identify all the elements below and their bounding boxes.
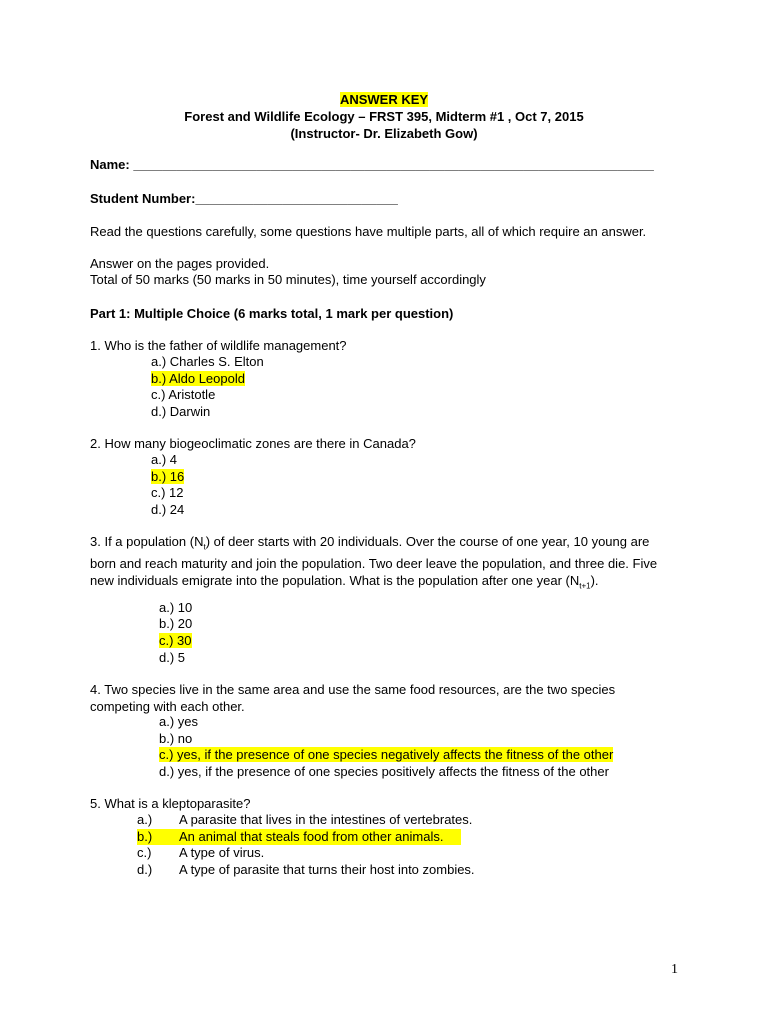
q5-option-d-label: d.) [137, 862, 153, 877]
q5-option-d-text: A type of parasite that turns their host into zombies. [179, 862, 475, 877]
q5-question: 5. What is a kleptoparasite? [90, 796, 251, 811]
course-line: Forest and Wildlife Ecology – FRST 395, Midterm #1 , Oct 7, 2015 [184, 109, 584, 124]
part1-title: Part 1: Multiple Choice (6 marks total, 1 mark per question) [90, 306, 454, 321]
q3-option-a: a.) 10 [159, 600, 193, 615]
q2-option-d: d.) 24 [151, 502, 185, 517]
q5-option-a-text: A parasite that lives in the intestines of vertebrates. [179, 812, 473, 827]
q5-option-b-text: An animal that steals food from other animals. [179, 829, 444, 844]
q4-option-a: a.) yes [159, 714, 199, 729]
q2-option-b: b.) 16 [151, 469, 185, 484]
q1-option-d: d.) Darwin [151, 404, 211, 419]
q3-question: 3. If a population $(N_t)$ of deer starts with 20 individuals. Over the course of one year, 10 young are born and reach maturity and join the population. Two deer leave the population, and three die. Five new individuals emigrate into the population. What is the population after one year $(N_{t+1})$. [90, 534, 658, 591]
q2-option-c: c.) 12 [151, 485, 184, 500]
instructions-line-2: Answer on the pages provided. [90, 256, 270, 271]
q1-question: 1. Who is the father of wildlife management? [90, 338, 347, 353]
q1-option-b: b.) Aldo Leopold [151, 371, 245, 386]
name-field-label: Name: ________________________________________________________________________ [90, 157, 654, 172]
q4-option-d: d.) yes, if the presence of one species positively affects the fitness of the other [159, 764, 609, 779]
student-number-label: Student Number:____________________________ [90, 191, 398, 206]
q1-option-c: c.) Aristotle [151, 387, 216, 402]
page-number: 1 [671, 962, 678, 977]
instructor-line: (Instructor- Dr. Elizabeth Gow) [290, 126, 478, 141]
q4-option-b: b.) no [159, 731, 193, 746]
q5-option-a-label: a.) [137, 812, 153, 827]
q5-option-b-label: b.) [137, 829, 153, 844]
q3-option-b: b.) 20 [159, 616, 193, 631]
q4-option-c: c.) yes, if the presence of one species negatively affects the fitness of the other [159, 747, 614, 762]
instructions-line-3: Total of 50 marks (50 marks in 50 minutes), time yourself accordingly [90, 272, 486, 287]
q2-question: 2. How many biogeoclimatic zones are there in Canada? [90, 436, 416, 451]
q4-question: 4. Two species live in the same area and use the same food resources, are the two species competing with each other. [90, 682, 616, 714]
q3-option-d: d.) 5 [159, 650, 186, 665]
answer-key-title: ANSWER KEY [339, 92, 429, 107]
q1-option-a: a.) Charles S. Elton [151, 354, 264, 369]
q3-option-c: c.) 30 [159, 633, 192, 648]
q5-option-c-text: A type of virus. [179, 845, 265, 860]
q2-option-a: a.) 4 [151, 452, 178, 467]
q5-option-c-label: c.) [137, 845, 152, 860]
instructions-line-1: Read the questions carefully, some questions have multiple parts, all of which require an answer. [90, 224, 647, 239]
